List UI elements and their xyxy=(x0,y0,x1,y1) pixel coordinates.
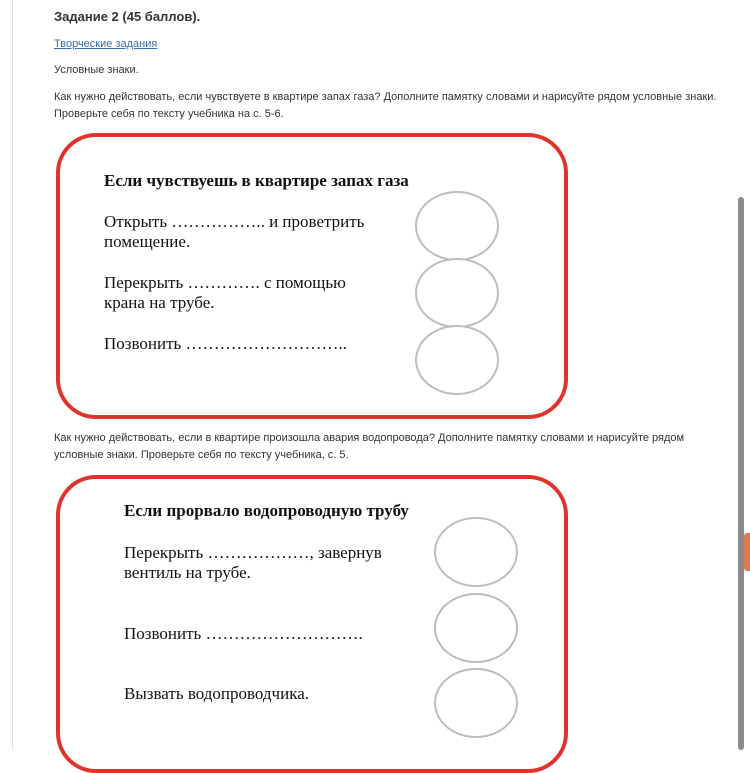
symbol-circle-1[interactable] xyxy=(415,191,499,261)
water-memo-step-1-line-2: вентиль на трубе. xyxy=(124,563,251,582)
gas-memo-step-2 xyxy=(104,273,346,313)
task-subtitle: Условные знаки. xyxy=(54,64,139,76)
water-memo-heading: Если прорвало водопроводную трубу xyxy=(124,501,409,520)
task-title: Задание 2 (45 баллов). xyxy=(54,9,201,24)
question-2-text xyxy=(54,430,684,464)
symbol-circle-5[interactable] xyxy=(434,593,518,663)
symbol-circle-6[interactable] xyxy=(434,668,518,738)
question-1-line-1: Как нужно действовать, если чувствуете в квартире запах газа? Дополните памятку словами и нарисуйте рядом условные знаки. xyxy=(54,91,717,103)
gas-memo-step-3: Позвонить ……………………….. xyxy=(104,334,348,353)
water-memo-step-1-line-1: Перекрыть ………………, завернув xyxy=(124,543,382,562)
symbol-circle-3[interactable] xyxy=(415,325,499,395)
question-1-text xyxy=(54,89,716,123)
gas-memo-step-2-line-1: Перекрыть …………. с помощью xyxy=(104,273,346,292)
question-2-line-1: Как нужно действовать, если в квартире произошла авария водопровода? Дополните памятку словами и нарисуйте рядом xyxy=(54,432,685,444)
symbol-circle-4[interactable] xyxy=(434,517,518,587)
gas-memo-step-1 xyxy=(104,212,364,252)
gas-memo-step-2-line-2: крана на трубе. xyxy=(104,293,215,312)
water-memo-step-1 xyxy=(124,543,382,583)
scrollbar-thumb[interactable] xyxy=(738,197,744,750)
water-memo-step-2: Позвонить ………………………. xyxy=(124,624,363,643)
gas-memo-step-1-line-1: Открыть …………….. и проветрить xyxy=(104,212,365,231)
water-pipe-memo-card xyxy=(56,475,568,773)
gas-leak-memo-card xyxy=(56,133,568,419)
left-divider xyxy=(12,0,13,750)
gas-memo-step-1-line-2: помещение. xyxy=(104,232,191,251)
gas-memo-heading: Если чувствуешь в квартире запах газа xyxy=(104,171,409,190)
question-2-line-2: условные знаки. Проверьте себя по тексту учебника, с. 5. xyxy=(54,449,349,461)
symbol-circle-2[interactable] xyxy=(415,258,499,328)
side-feedback-tab[interactable] xyxy=(744,533,750,571)
water-memo-step-3: Вызвать водопроводчика. xyxy=(124,684,309,703)
category-link[interactable]: Творческие задания xyxy=(54,38,158,50)
question-1-line-2: Проверьте себя по тексту учебника на с. 5-6. xyxy=(54,108,284,120)
